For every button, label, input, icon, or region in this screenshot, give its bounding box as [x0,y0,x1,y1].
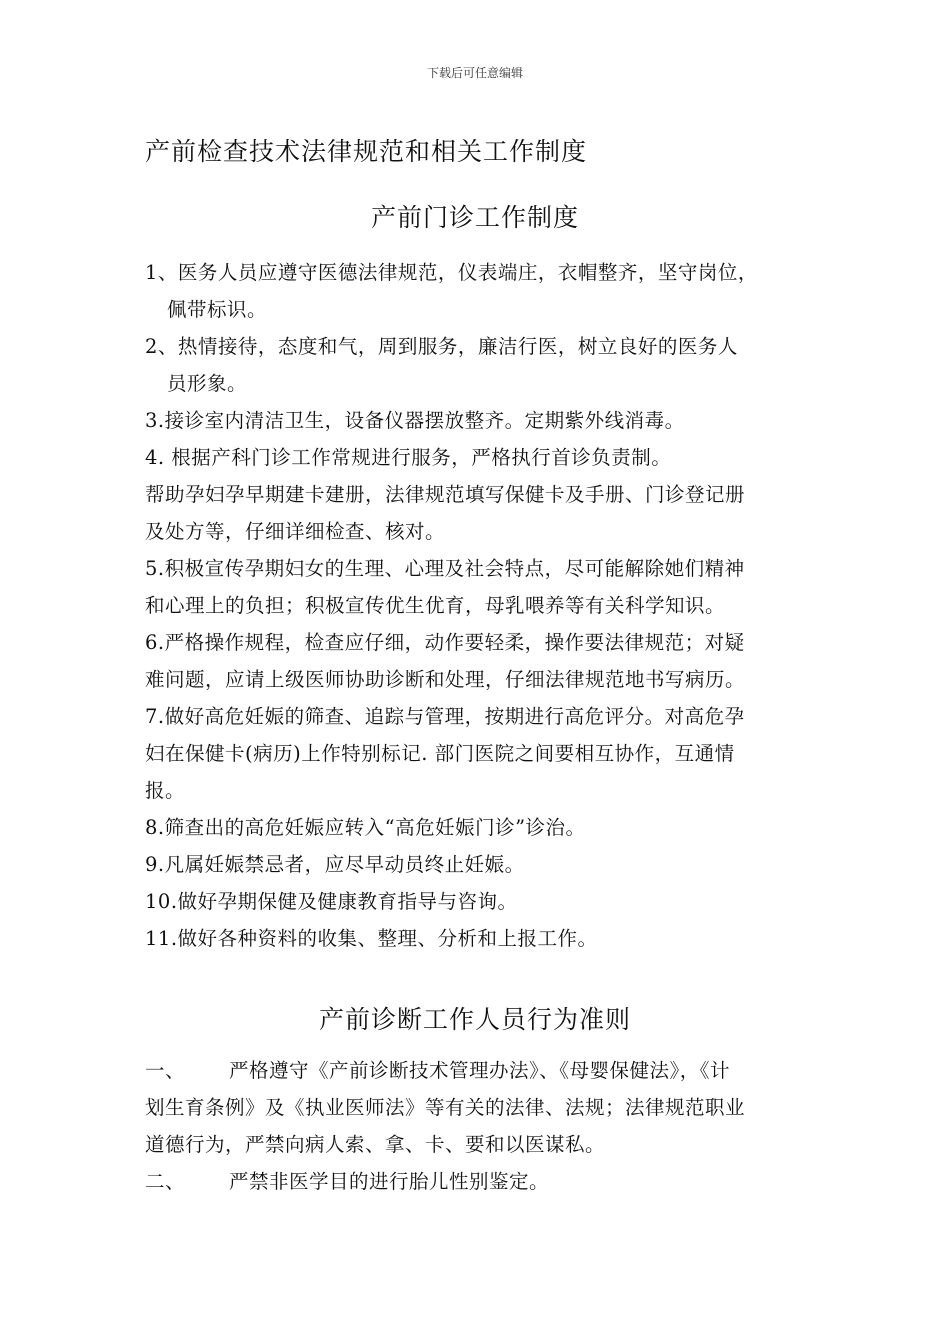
document-title: 产前检查技术法律规范和相关工作制度 [145,137,588,166]
rule-line: 佩带标识。 [167,298,268,321]
rule-line: 难问题，应请上级医师协助诊断和处理，仔细法律规范地书写病历。 [145,668,746,691]
rule-line: 11.做好各种资料的收集、整理、分析和上报工作。 [145,927,598,950]
rule-line: 5.积极宣传孕期妇女的生理、心理及社会特点，尽可能解除她们精神 [145,557,745,580]
section-title-clinic-rules: 产前门诊工作制度 [370,203,579,232]
rule-line: 3.接诊室内清洁卫生，设备仪器摆放整齐。定期紫外线消毒。 [145,409,685,432]
conduct-item-text: 严禁非医学目的进行胎儿性别鉴定。 [229,1170,550,1193]
rule-line: 及处方等，仔细详细检查、核对。 [145,520,446,543]
page-header-note: 下载后可任意编辑 [426,66,523,80]
clinic-rules-body [145,254,845,957]
conduct-item-continuation: 划生育条例》及《执业医师法》等有关的法律、法规；法律规范职业 [145,1096,746,1119]
conduct-item-number: 一、 [145,1059,186,1082]
conduct-item-number: 二、 [145,1170,186,1193]
rule-line: 4. 根据产科门诊工作常规进行服务，严格执行首诊负责制。 [145,446,672,469]
conduct-item [145,1052,845,1089]
rule-line: 6.严格操作规程，检查应仔细，动作要轻柔，操作要法律规范；对疑 [145,631,745,654]
rule-line: 9.凡属妊娠禁忌者，应尽早动员终止妊娠。 [145,853,525,876]
rule-line: 帮助孕妇孕早期建卡建册，法律规范填写保健卡及手册、门诊登记册 [145,483,746,506]
conduct-item-continuation: 道德行为，严禁向病人索、拿、卡、要和以医谋私。 [145,1133,606,1156]
rule-line: 7.做好高危妊娠的筛查、追踪与管理，按期进行高危评分。对高危孕 [145,705,745,728]
rule-line: 员形象。 [167,372,248,395]
conduct-rules-body [145,1052,845,1200]
rule-line: 8.筛查出的高危妊娠应转入“高危妊娠门诊”诊治。 [145,816,586,839]
rule-line: 2、热情接待，态度和气，周到服务，廉洁行医，树立良好的医务人 [145,335,738,358]
rule-line: 10.做好孕期保健及健康教育指导与咨询。 [145,890,518,913]
conduct-item [145,1163,845,1200]
rule-line: 和心理上的负担；积极宣传优生优育，母乳喂养等有关科学知识。 [145,594,726,617]
rule-line: 报。 [145,779,186,802]
conduct-item-text: 严格遵守《产前诊断技术管理办法》、《母婴保健法》，《计 [229,1059,731,1082]
rule-line: 妇在保健卡(病历)上作特别标记. 部门医院之间要相互协作，互通情 [145,742,735,765]
section-title-diagnosis-conduct: 产前诊断工作人员行为准则 [318,1005,631,1034]
rule-line: 1、医务人员应遵守医德法律规范，仪表端庄，衣帽整齐，坚守岗位， [145,261,758,284]
